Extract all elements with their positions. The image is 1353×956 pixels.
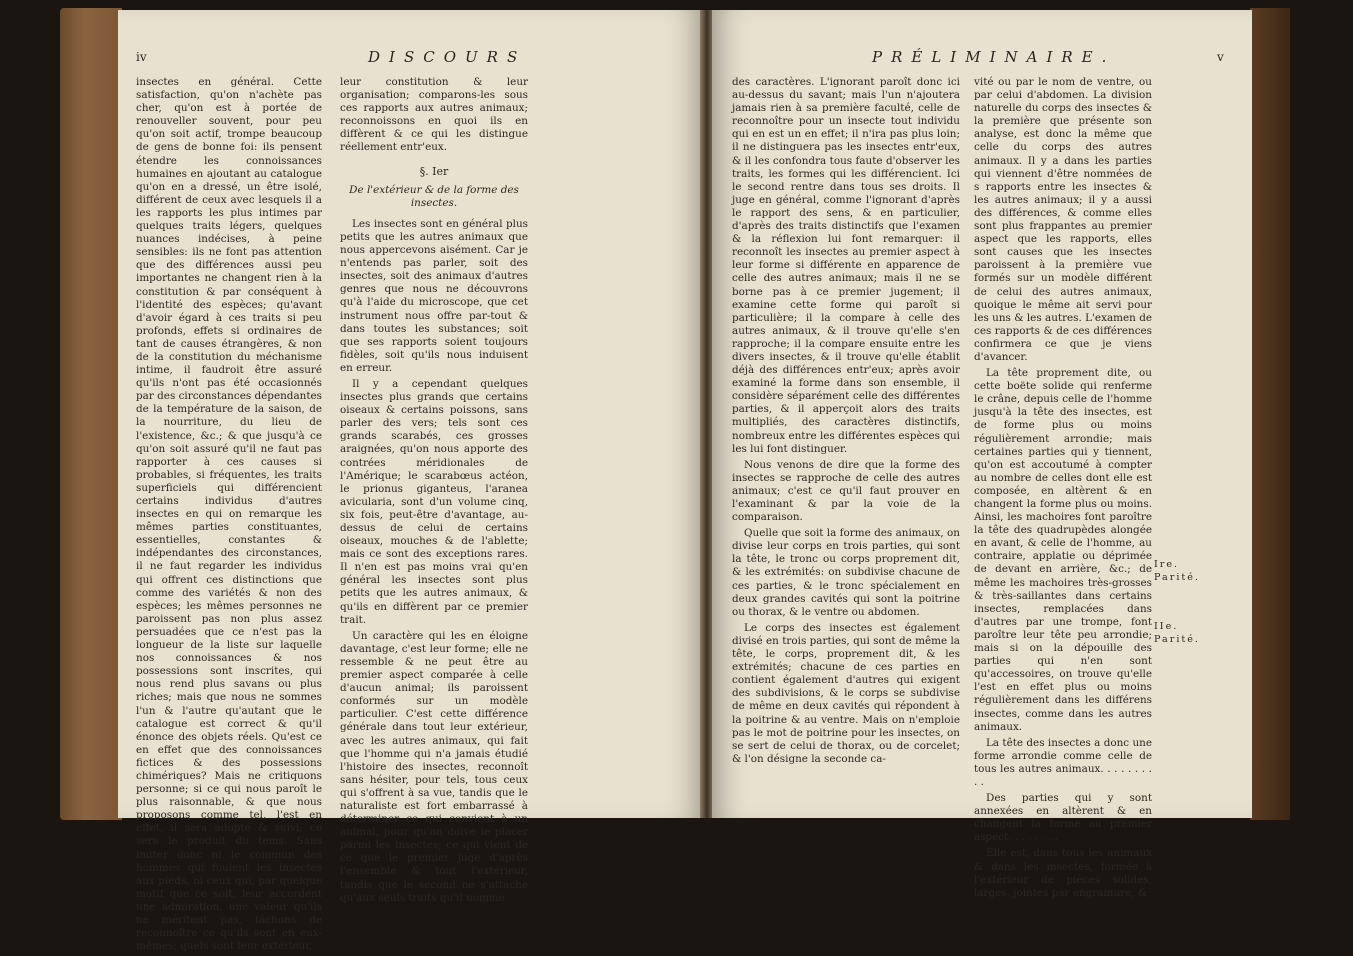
left-column-1 bbox=[136, 76, 322, 956]
book-cover-right bbox=[1250, 8, 1290, 820]
right-column-2 bbox=[974, 76, 1152, 903]
page-number-right: v bbox=[1217, 50, 1224, 64]
paragraph: La tête des insectes a donc une forme arrondie comme celle de tous les autres animaux. . . . . . . . . . bbox=[974, 736, 1152, 788]
left-column-2 bbox=[340, 76, 528, 908]
book-cover-left bbox=[60, 8, 122, 820]
running-head-right: PRÉLIMINAIRE. bbox=[872, 48, 1116, 66]
paragraph: Les insectes sont en général plus petits que les autres animaux que nous appercevons aisément. Car je n'entends pas parler, soit des insectes, soit des animaux d'autres genres que nous ne découvrons qu'à l'aide du microscope, que cet instrument nous offre par-tout & dans toutes les substances; soit que ses rapports soient toujours fidèles, soit qu'ils nous induisent en erreur. bbox=[340, 217, 528, 374]
paragraph: vité ou par le nom de ventre, ou par celui d'abdomen. La division naturelle du corps des insectes & la première que présente son analyse, est donc la même que celle du corps des autres animaux. Il y a dans les parties qui viennent d'être nommées de s rapports entre les insectes & les autres animaux; il y a aussi des différences, & comme elles sont plus frappantes au premier aspect que les rapports, elles sont causes que les insectes paroissent à la première vue formés sur un modèle différent de celui des autres animaux, quoique le même ait servi pour les uns & les autres. L'examen de ces rapports & de ces différences confirmera ce que je viens d'avancer. bbox=[974, 76, 1152, 363]
left-page bbox=[118, 10, 703, 953]
paragraph: Des parties qui y sont annexées en altèrent & en changent la forme au premier aspect. . . . . . . . bbox=[974, 792, 1152, 844]
paragraph: Nous venons de dire que la forme des insectes se rapproche de celle des autres animaux; c'est ce qu'il faut prouver en l'examinant & par la voie de la comparaison. bbox=[732, 458, 960, 524]
margin-note: Ire. Parité. bbox=[1154, 559, 1200, 584]
section-subtitle: De l'extérieur & de la forme des insectes. bbox=[349, 183, 519, 209]
right-page bbox=[712, 10, 1252, 899]
paragraph: insectes en général. Cette satisfaction, qu'on n'achète pas cher, qu'on est à portée de renouveller souvent, pour peu qu'on soit actif, trompe beaucoup de gens de bonne foi: ils pensent étendre les connoissances humaines en ajoutant au catalogue qu'on en a dressé, un être isolé, différent de ceux avec lesquels il a les rapports les plus intimes par quelques traits légers, quelques nuances indécises, à peine sensibles: ils ne font pas attention que des différences aussi peu importantes ne changent rien à la constitution & par conséquent à l'identité des espèces; qu'avant d'avoir égard à ces traits si peu profonds, effets si ordinaires de tant de causes étrangères, & non de la constitution du méchanisme intime, il faudroit être assuré qu'ils n'ont pas été occasionnés par des circonstances dépendantes de la température de la saison, de la nourriture, du lieu de l'existence, &c.; & que jusqu'à ce qu'on soit assuré qu'il ne faut pas rapporter à ces causes si probables, si fréquentes, les traits superficiels qui différencient certains individus d'autres insectes en qui on remarque les mêmes parties constituantes, essentielles, constantes & indépendantes des circonstances, il ne faut regarder les individus qui offrent ces distinctions que comme des variétés & non des espèces; les mêmes personnes ne paroissent pas non plus assez persuadées que ce n'est pas la longueur de la liste sur laquelle nos connoissances & nos possessions sont inscrites, qui nous rend plus savans ou plus riches; mais que nous ne sommes l'un & l'autre qu'autant que le catalogue est correct & qu'il énonce des objets réels. Qu'est ce en effet que des connoissances fictices & des possessions chimériques? Mais ne critiquons personne; si ce qui nous paroît le plus raisonnable, & que nous proposons comme tel, l'est en effet, il sera adopté & suivi; ce sera le produit du tems. Sans imiter donc ni le commun des hommes qui foulent les insectes aux pieds, ni ceux qui, par quelque motif que ce soit, leur accordent une admiration, une valeur qu'ils ne méritent pas, tâchons de reconnoître ce qu'ils sont en eux-mêmes; quels sont leur extérieur, bbox=[136, 76, 322, 953]
paragraph: Il y a cependant quelques insectes plus grands que certains oiseaux & certains poissons, sans parler des vers; tels sont ces grands scarabés, ces grosses araignées, qu'on nous apporte des contrées méridionales de l'Amérique; le scarabœus actéon, le prionus giganteus, l'aranea avicularia, sont d'un volume cinq, six fois, peut-être d'avantage, au-dessus de celui de certains oiseaux, mouches & de l'ablette; mais ce sont des exceptions rares. Il n'en est pas moins vrai qu'en général les insectes sont plus petits que les autres animaux, & qu'ils en diffèrent par ce premier trait. bbox=[340, 377, 528, 626]
margin-note: IIe. Parité. bbox=[1154, 621, 1200, 646]
paragraph: leur constitution & leur organisation; comparons-les sous ces rapports aux autres animaux; reconnoissons en quoi ils en diffèrent & ce qui les distingue réellement entr'eux. bbox=[340, 76, 528, 154]
running-head-left: DISCOURS bbox=[368, 48, 527, 66]
paragraph: La tête proprement dite, ou cette boëte solide qui renferme le crâne, depuis celle de l'homme jusqu'à la tête des insectes, est de forme plus ou moins régulièrement arrondie; mais certaines parties qui y tiennent, qu'on est accoutumé à compter au nombre de celles dont elle est composée, en altèrent & en changent la forme plus ou moins. Ainsi, les machoires font paroître la tête des quadrupèdes alongée en avant, & celle de l'homme, au contraire, applatie ou déprimée de devant en arrière, &c.; de même les machoires très-grosses & très-saillantes dans certains insectes, remplacées dans d'autres par une trompe, font paroître leur tête peu arrondie; mais si on la dépouille des parties qui n'en sont qu'accessoires, on trouve qu'elle l'est en effet plus ou moins régulièrement dans les différens insectes, comme dans les autres animaux. bbox=[974, 367, 1152, 733]
margin-notes bbox=[1154, 558, 1224, 682]
page-number-left: iv bbox=[136, 50, 147, 64]
paragraph: Le corps des insectes est également divisé en trois parties, qui sont de même la tête, le corps, proprement dit, & les extrémités; chacune de ces parties en contient également d'autres qui exigent des subdivisions, & le corps se subdivise de même en deux cavités qui répondent à la poitrine & au ventre. Mais on n'emploie pas le mot de poitrine pour les insectes, on se sert de celui de thorax, ou de corcelet; & l'on désigne la seconde ca- bbox=[732, 621, 960, 765]
paragraph: des caractères. L'ignorant paroît donc ici au-dessus du savant; mais l'un n'ajoutera jamais rien à sa première faculté, celle de reconnoître pour un insecte tout individu qui en est un en effet; il n'ira pas plus loin; il ne distinguera pas les insectes entr'eux, & il les confondra tous faute d'observer les traits, les formes qui les différencient. Ici le second rentre dans tous ses droits. Il juge en général, comme l'ignorant d'après le rapport des sens, & en particulier, d'après des traits distinctifs que l'examen & la réflexion lui font remarquer: il reconnoît les insectes au premier aspect à leur forme si différente en apparence de celle des autres animaux; mais il ne se borne pas à ce premier jugement; il examine cette forme qui paroît si particulière; il la compare à celle des autres animaux, & il trouve qu'elle s'en rapproche; il la compare ensuite entre les divers insectes, & il trouve qu'elle établit déjà des différences entr'eux; après avoir examiné la forme dans son ensemble, il considère séparément celle des différentes parties, & il apperçoit alors des traits multipliés, des caractères distinctifs, nombreux entre les différentes espèces qui les lui font distinguer. bbox=[732, 76, 960, 455]
section-heading: §. Ier bbox=[419, 164, 449, 178]
paragraph: Un caractère qui les en éloigne davantage, c'est leur forme; elle ne ressemble & ne peut être au premier aspect comparée à celle d'aucun animal; ils paroissent conformés sur un modèle particulier. C'est cette différence générale dans tout leur extérieur, avec les autres animaux, qui fait que l'homme qui n'a jamais étudié l'histoire des insectes, reconnoît sans hésiter, pour tels, tous ceux qui s'offrent à sa vue, tandis que le naturaliste est fort embarrassé à déterminer ce qui convient à un animal, pour qu'on doive le placer parmi les insectes; ce qui vient de ce que le premier juge d'après l'ensemble & tout l'extérieur, tandis que le second ne s'attache qu'aux seuls traits qu'il nomme bbox=[340, 629, 528, 904]
paragraph: Quelle que soit la forme des animaux, on divise leur corps en trois parties, qui sont la tête, le tronc ou corps proprement dit, & les extrémités: on subdivise chacune de ces parties, & le tronc spécialement en deux grandes cavités qui sont la poitrine ou thorax, & le ventre ou abdomen. bbox=[732, 527, 960, 618]
paragraph: Elle est, dans tous les animaux & dans les insectes, formée à l'extérieur de pièces solides, larges, jointes par engrainure, & bbox=[974, 847, 1152, 899]
right-column-1 bbox=[732, 76, 960, 769]
